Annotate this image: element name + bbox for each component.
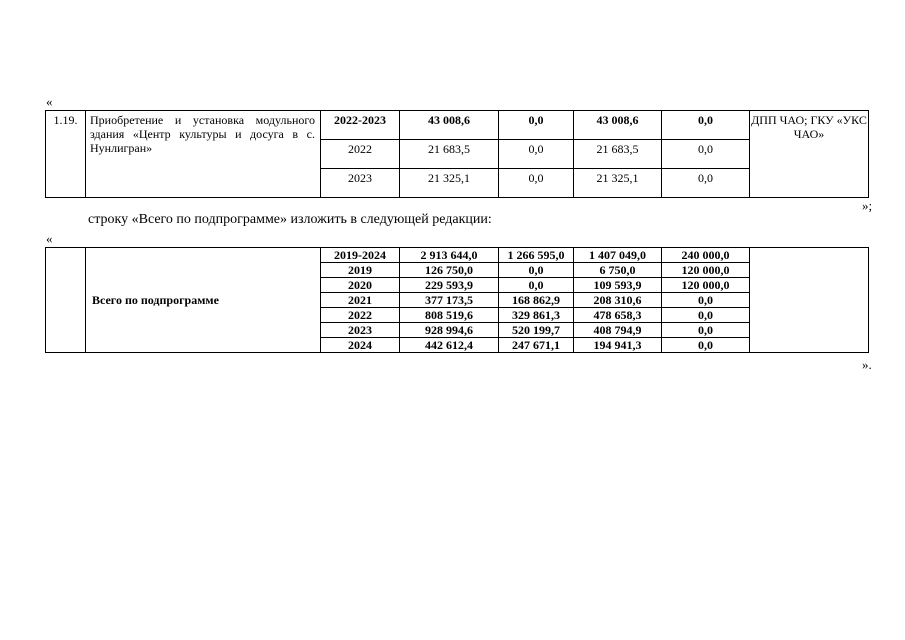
period-cell: 2024 [321,338,400,353]
value-cell: 0,0 [499,111,574,140]
responsible-cell: ДПП ЧАО; ГКУ «УКС ЧАО» [750,111,869,198]
value-cell: 21 325,1 [574,169,662,198]
period-cell: 2019-2024 [321,248,400,263]
table-subprogram-total [45,247,869,353]
value-cell: 109 593,9 [574,278,662,293]
value-cell: 0,0 [499,140,574,169]
value-cell: 0,0 [499,169,574,198]
period-cell: 2022-2023 [321,111,400,140]
value-cell: 1 407 049,0 [574,248,662,263]
period-cell: 2022 [321,308,400,323]
item-name: Приобретение и установка модульного здания «Центр культуры и досуга в с. Нунлигран» [86,111,321,198]
period-cell: 2022 [321,140,400,169]
total-cell: 21 683,5 [400,140,499,169]
total-cell: 21 325,1 [400,169,499,198]
value-cell: 0,0 [662,323,750,338]
total-cell: 442 612,4 [400,338,499,353]
period-cell: 2023 [321,323,400,338]
value-cell: 0,0 [499,263,574,278]
value-cell: 194 941,3 [574,338,662,353]
period-cell: 2019 [321,263,400,278]
period-cell: 2020 [321,278,400,293]
value-cell: 329 861,3 [499,308,574,323]
total-cell: 808 519,6 [400,308,499,323]
total-cell: 43 008,6 [400,111,499,140]
total-cell: 126 750,0 [400,263,499,278]
value-cell: 120 000,0 [662,263,750,278]
value-cell: 1 266 595,0 [499,248,574,263]
open-quote-2: « [46,231,53,246]
table-row [46,248,869,263]
value-cell: 0,0 [662,111,750,140]
close-quote-2: ». [862,357,872,372]
period-cell: 2023 [321,169,400,198]
total-cell: 229 593,9 [400,278,499,293]
value-cell: 0,0 [499,278,574,293]
value-cell: 240 000,0 [662,248,750,263]
value-cell: 0,0 [662,140,750,169]
open-quote-1: « [46,94,53,109]
total-cell: 377 173,5 [400,293,499,308]
value-cell: 0,0 [662,293,750,308]
table-item-1-19 [45,110,869,198]
value-cell: 0,0 [662,338,750,353]
item-number: 1.19. [46,111,86,198]
value-cell: 168 862,9 [499,293,574,308]
value-cell: 408 794,9 [574,323,662,338]
table-row [46,111,869,140]
value-cell: 6 750,0 [574,263,662,278]
empty-number-cell [46,248,86,353]
value-cell: 478 658,3 [574,308,662,323]
value-cell: 0,0 [662,308,750,323]
value-cell: 120 000,0 [662,278,750,293]
value-cell: 520 199,7 [499,323,574,338]
value-cell: 247 671,1 [499,338,574,353]
value-cell: 21 683,5 [574,140,662,169]
period-cell: 2021 [321,293,400,308]
total-cell: 928 994,6 [400,323,499,338]
instruction-paragraph: строку «Всего по подпрограмме» изложить в следующей редакции: [88,212,492,227]
value-cell: 0,0 [662,169,750,198]
empty-responsible-cell [750,248,869,353]
total-cell: 2 913 644,0 [400,248,499,263]
value-cell: 208 310,6 [574,293,662,308]
value-cell: 43 008,6 [574,111,662,140]
close-quote-1: »; [862,198,873,213]
subprogram-total-label: Всего по подпрограмме [86,248,321,353]
